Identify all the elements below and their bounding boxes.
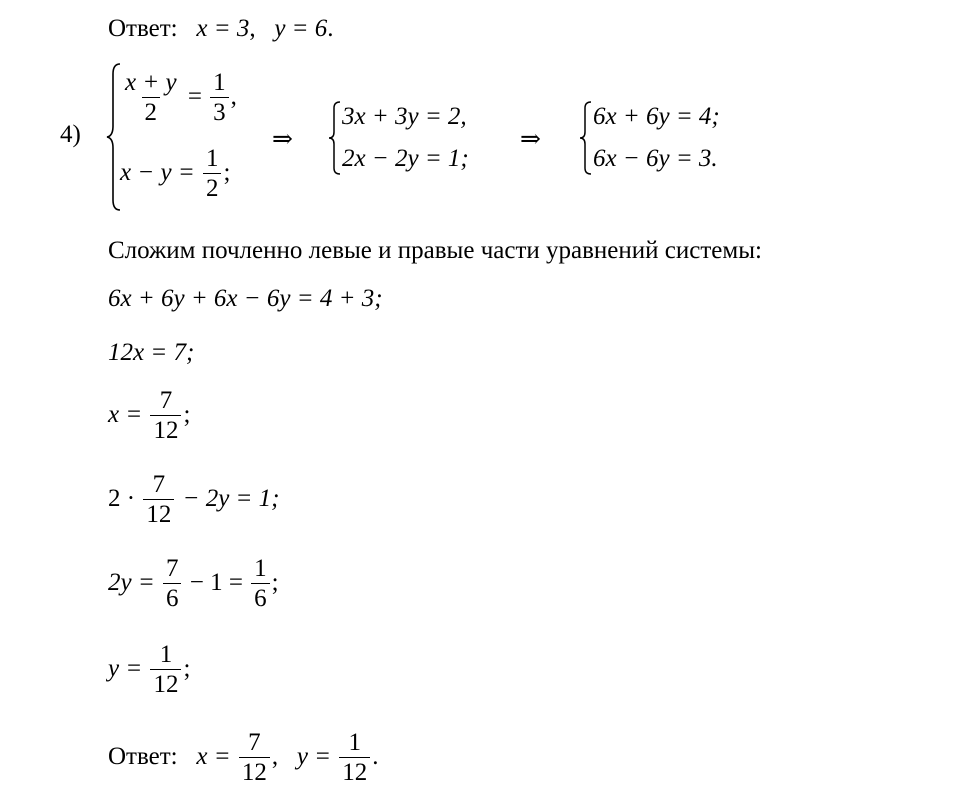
- system1-eq2: [120, 146, 230, 203]
- comma: ,: [230, 82, 237, 110]
- system3-eq2: 6x − 6y = 3.: [593, 145, 718, 172]
- fraction: [210, 70, 229, 127]
- step-3: [108, 388, 190, 445]
- denominator: 6: [251, 583, 270, 612]
- fraction: [203, 146, 222, 203]
- implies-arrow: ⇒: [272, 126, 293, 153]
- system2-eq2: 2x − 2y = 1;: [342, 145, 469, 172]
- fraction: [163, 556, 182, 613]
- numerator: 7: [165, 555, 179, 582]
- step-2: 12x = 7;: [108, 339, 195, 366]
- equals: =: [187, 82, 202, 110]
- numerator: 1: [348, 729, 362, 756]
- system2-brace: [328, 100, 342, 176]
- fraction: [150, 388, 181, 445]
- answer-label: Ответ:: [108, 742, 178, 770]
- denominator: 6: [163, 583, 182, 612]
- numerator: 7: [248, 729, 261, 756]
- semicolon: ;: [183, 654, 191, 682]
- implies-arrow: ⇒: [520, 126, 541, 153]
- previous-answer: [108, 16, 334, 41]
- answer-x: x = 3: [196, 15, 250, 42]
- fraction: [339, 730, 370, 787]
- rhs: − 2y = 1;: [182, 484, 280, 512]
- answer-y-lhs: y =: [296, 742, 332, 770]
- answer-y: y = 6: [274, 15, 328, 42]
- comma: ,: [249, 15, 256, 42]
- fraction: [122, 70, 180, 127]
- lhs: x − y =: [120, 158, 195, 186]
- system3-brace: [579, 100, 593, 176]
- lhs: 2y =: [108, 568, 155, 596]
- denominator: 2: [142, 97, 161, 126]
- answer-label: Ответ:: [108, 15, 178, 42]
- fraction: [251, 556, 270, 613]
- fraction: [150, 642, 181, 699]
- minus-one: − 1 =: [189, 568, 243, 596]
- numerator: 7: [152, 471, 166, 498]
- system1-eq1: [120, 70, 237, 127]
- denominator: 12: [339, 757, 370, 786]
- numerator: 1: [254, 555, 267, 582]
- numerator: 1: [205, 145, 219, 172]
- numerator: 1: [213, 69, 226, 96]
- fraction: [239, 730, 270, 787]
- step-6: [108, 642, 190, 699]
- semicolon: ;: [271, 568, 279, 596]
- problem-number: 4): [60, 121, 81, 148]
- period: .: [327, 15, 334, 42]
- lhs: y =: [108, 654, 143, 682]
- comma: ,: [271, 742, 279, 770]
- lhs: x =: [108, 400, 143, 428]
- system2-eq1: 3x + 3y = 2,: [342, 103, 467, 130]
- numerator: 7: [159, 387, 173, 414]
- semicolon: ;: [183, 400, 191, 428]
- denominator: 12: [239, 757, 270, 786]
- step-5: [108, 556, 279, 613]
- denominator: 3: [210, 97, 229, 126]
- semicolon: ;: [223, 158, 231, 186]
- system3-eq1: 6x + 6y = 4;: [593, 103, 720, 130]
- period: .: [372, 742, 379, 770]
- numerator: 1: [159, 641, 173, 668]
- fraction: [143, 472, 174, 529]
- final-answer: [108, 730, 379, 787]
- denominator: 12: [150, 669, 181, 698]
- lhs: 2 ·: [108, 484, 136, 512]
- denominator: 12: [150, 415, 181, 444]
- denominator: 2: [203, 173, 222, 202]
- answer-x-lhs: x =: [196, 742, 231, 770]
- denominator: 12: [143, 499, 174, 528]
- step-1: 6x + 6y + 6x − 6y = 4 + 3;: [108, 285, 383, 312]
- numerator: x + y: [125, 69, 177, 96]
- explanation-text: Сложим почленно левые и правые части уравнений системы:: [108, 237, 762, 264]
- step-4: [108, 472, 280, 529]
